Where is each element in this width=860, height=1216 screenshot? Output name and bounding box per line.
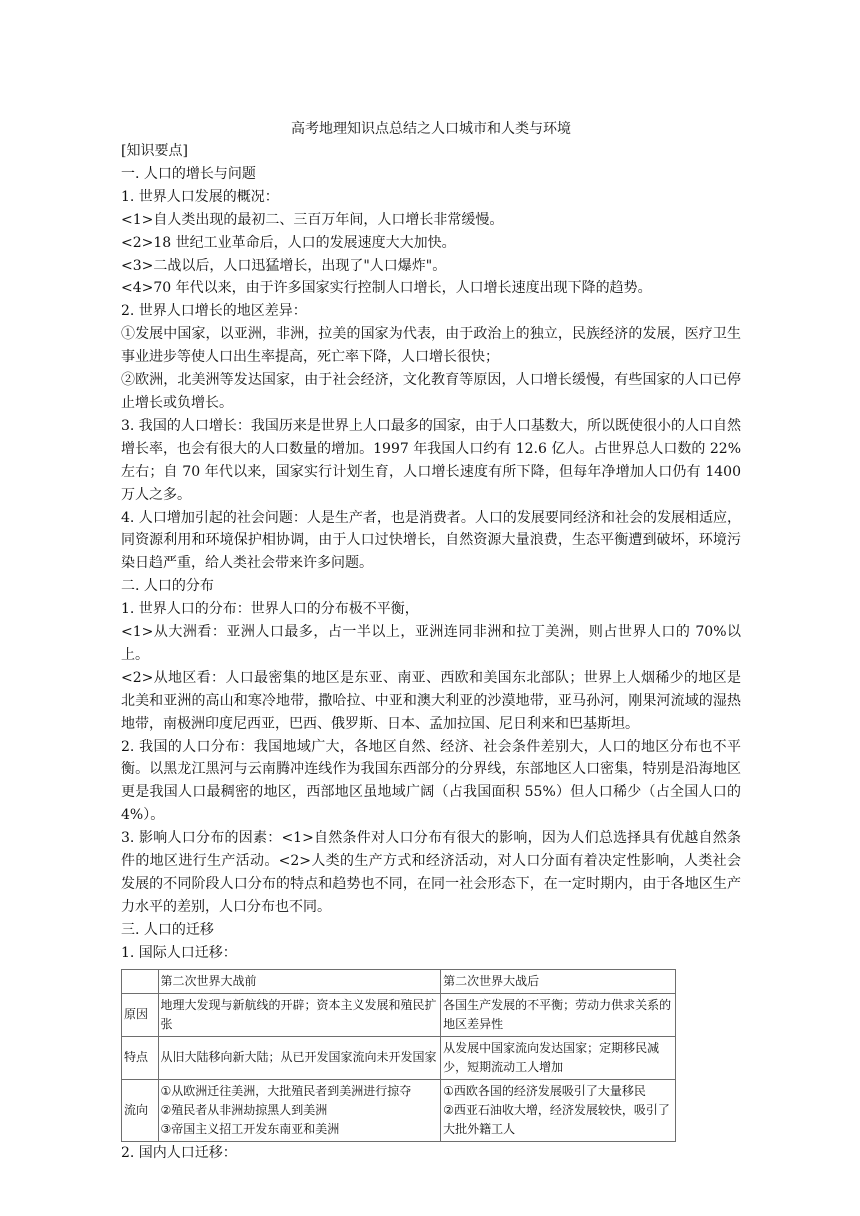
text-line: <1>自人类出现的最初二、三百万年间，人口增长非常缓慢。 — [121, 211, 504, 228]
table-row — [122, 993, 676, 1036]
paragraph: <2>从地区看：人口最密集的地区是东亚、南亚、西欧和美国东北部队；世界上人烟稀少的地区是北美和亚洲的高山和寒冷地带，撒哈拉、中亚和澳大利亚的沙漠地带，亚马孙河，刚果河流域的湿热地带，南极洲印度尼西亚，巴西、俄罗斯、日本、孟加拉国、尼日利来和巴基斯坦。 — [121, 669, 741, 732]
row-label: 原因 — [122, 993, 159, 1036]
header-after-war: 第二次世界大战后 — [441, 969, 676, 993]
subheading: 1. 世界人口发展的概况： — [121, 188, 279, 205]
cell-before: 地理大发现与新航线的开辟；资本主义发展和殖民扩张 — [158, 993, 441, 1036]
text-line: <3>二战以后，人口迅猛增长，出现了"人口爆炸"。 — [121, 257, 447, 274]
paragraph: <1>从大洲看：亚洲人口最多，占一半以上，亚洲连同非洲和拉丁美洲，则占世界人口的 70%以上。 — [121, 624, 741, 663]
cell-after: 各国生产发展的不平衡；劳动力供求关系的地区差异性 — [441, 993, 676, 1036]
table-row — [122, 1036, 676, 1079]
paragraph: 2. 我国的人口分布：我国地域广大，各地区自然、经济、社会条件差别大，人口的地区分布也不平衡。以黑龙江黑河与云南腾冲连线作为我国东西部分的分界线，东部地区人口密集，特别是沿海地区更是我国人口最稠密的地区，西部地区虽地域广阔（占我国面积 55%）但人口稀少（占全国人口的 4%）。 — [121, 738, 741, 824]
subheading: 2. 世界人口增长的地区差异： — [121, 303, 307, 320]
section-tag: [知识要点] — [121, 143, 188, 159]
page-title: 高考地理知识点总结之人口城市和人类与环境 — [291, 121, 571, 137]
heading-1: 一. 人口的增长与问题 — [121, 165, 256, 182]
row-label: 特点 — [122, 1036, 159, 1079]
text-line: <4>70 年代以来，由于许多国家实行控制人口增长，人口增长速度出现下降的趋势。 — [121, 280, 652, 297]
table-header-row — [122, 969, 676, 993]
subheading: 1. 世界人口的分布：世界人口的分布极不平衡， — [121, 601, 419, 618]
paragraph: ②欧洲，北美洲等发达国家，由于社会经济，文化教育等原因，人口增长缓慢，有些国家的人口已停止增长或负增长。 — [121, 372, 741, 411]
row-label: 流向 — [122, 1079, 159, 1141]
paragraph: ①发展中国家，以亚洲，非洲，拉美的国家为代表，由于政治上的独立，民族经济的发展，医疗卫生事业进步等使人口出生率提高，死亡率下降，人口增长很快； — [121, 326, 741, 366]
heading-2: 二. 人口的分布 — [121, 578, 214, 595]
cell-line: ①从欧洲迁往美洲，大批殖民者到美洲进行掠夺 — [160, 1083, 412, 1098]
cell-after: 从发展中国家流向发达国家；定期移民减少，短期流动工人增加 — [441, 1036, 676, 1079]
cell-line: ①西欧各国的经济发展吸引了大量移民 — [443, 1083, 646, 1098]
table-corner-cell — [122, 969, 159, 993]
cell-before — [158, 1079, 441, 1141]
heading-3: 三. 人口的迁移 — [121, 921, 214, 938]
document-page — [121, 118, 741, 1165]
paragraph: 3. 影响人口分布的因素：<1>自然条件对人口分布有很大的影响，因为人们总选择具有优越自然条件的地区进行生产活动。<2>人类的生产方式和经济活动，对人口分面有着决定性影响，人类社会发展的不同阶段人口分布的特点和趋势也不同，在同一社会形态下，在一定时期内，由于各地区生产力水平的差别，人口分布也不同。 — [121, 830, 741, 915]
migration-table — [121, 969, 676, 1142]
cell-line: ③帝国主义招工开发东南亚和美洲 — [160, 1121, 340, 1136]
cell-line: ②西亚石油收大增，经济发展较快，吸引了大批外籍工人 — [443, 1102, 670, 1136]
paragraph: 4. 人口增加引起的社会问题：人是生产者，也是消费者。人口的发展要同经济和社会的发展相适应，同资源利用和环境保护相协调，由于人口过快增长，自然资源大量浪费，生态平衡遭到破坏，环境污染日趋严重，给人类社会带来许多问题。 — [121, 509, 741, 572]
subheading: 2. 国内人口迁移： — [121, 1144, 237, 1161]
text-line: <2>18 世纪工业革命后，人口的发展速度大大加快。 — [121, 234, 456, 251]
header-before-war: 第二次世界大战前 — [158, 969, 441, 993]
table-row — [122, 1079, 676, 1141]
subheading: 1. 国际人口迁移： — [121, 944, 237, 961]
paragraph: 3. 我国的人口增长：我国历来是世界上人口最多的国家，由于人口基数大，所以既使很小的人口自然增长率，也会有很大的人口数量的增加。1997 年我国人口约有 12.6 亿人。占世界总人口数的 22%左右；自 70 年代以来，国家实行计划生育，人口增长速度有所下降，但每年净增加人口仍有 1400 万人之多。 — [121, 417, 741, 503]
cell-before: 从旧大陆移向新大陆；从已开发国家流向未开发国家 — [158, 1036, 441, 1079]
cell-after — [441, 1079, 676, 1141]
cell-line: ②殖民者从非洲劫掠黑人到美洲 — [160, 1102, 328, 1117]
